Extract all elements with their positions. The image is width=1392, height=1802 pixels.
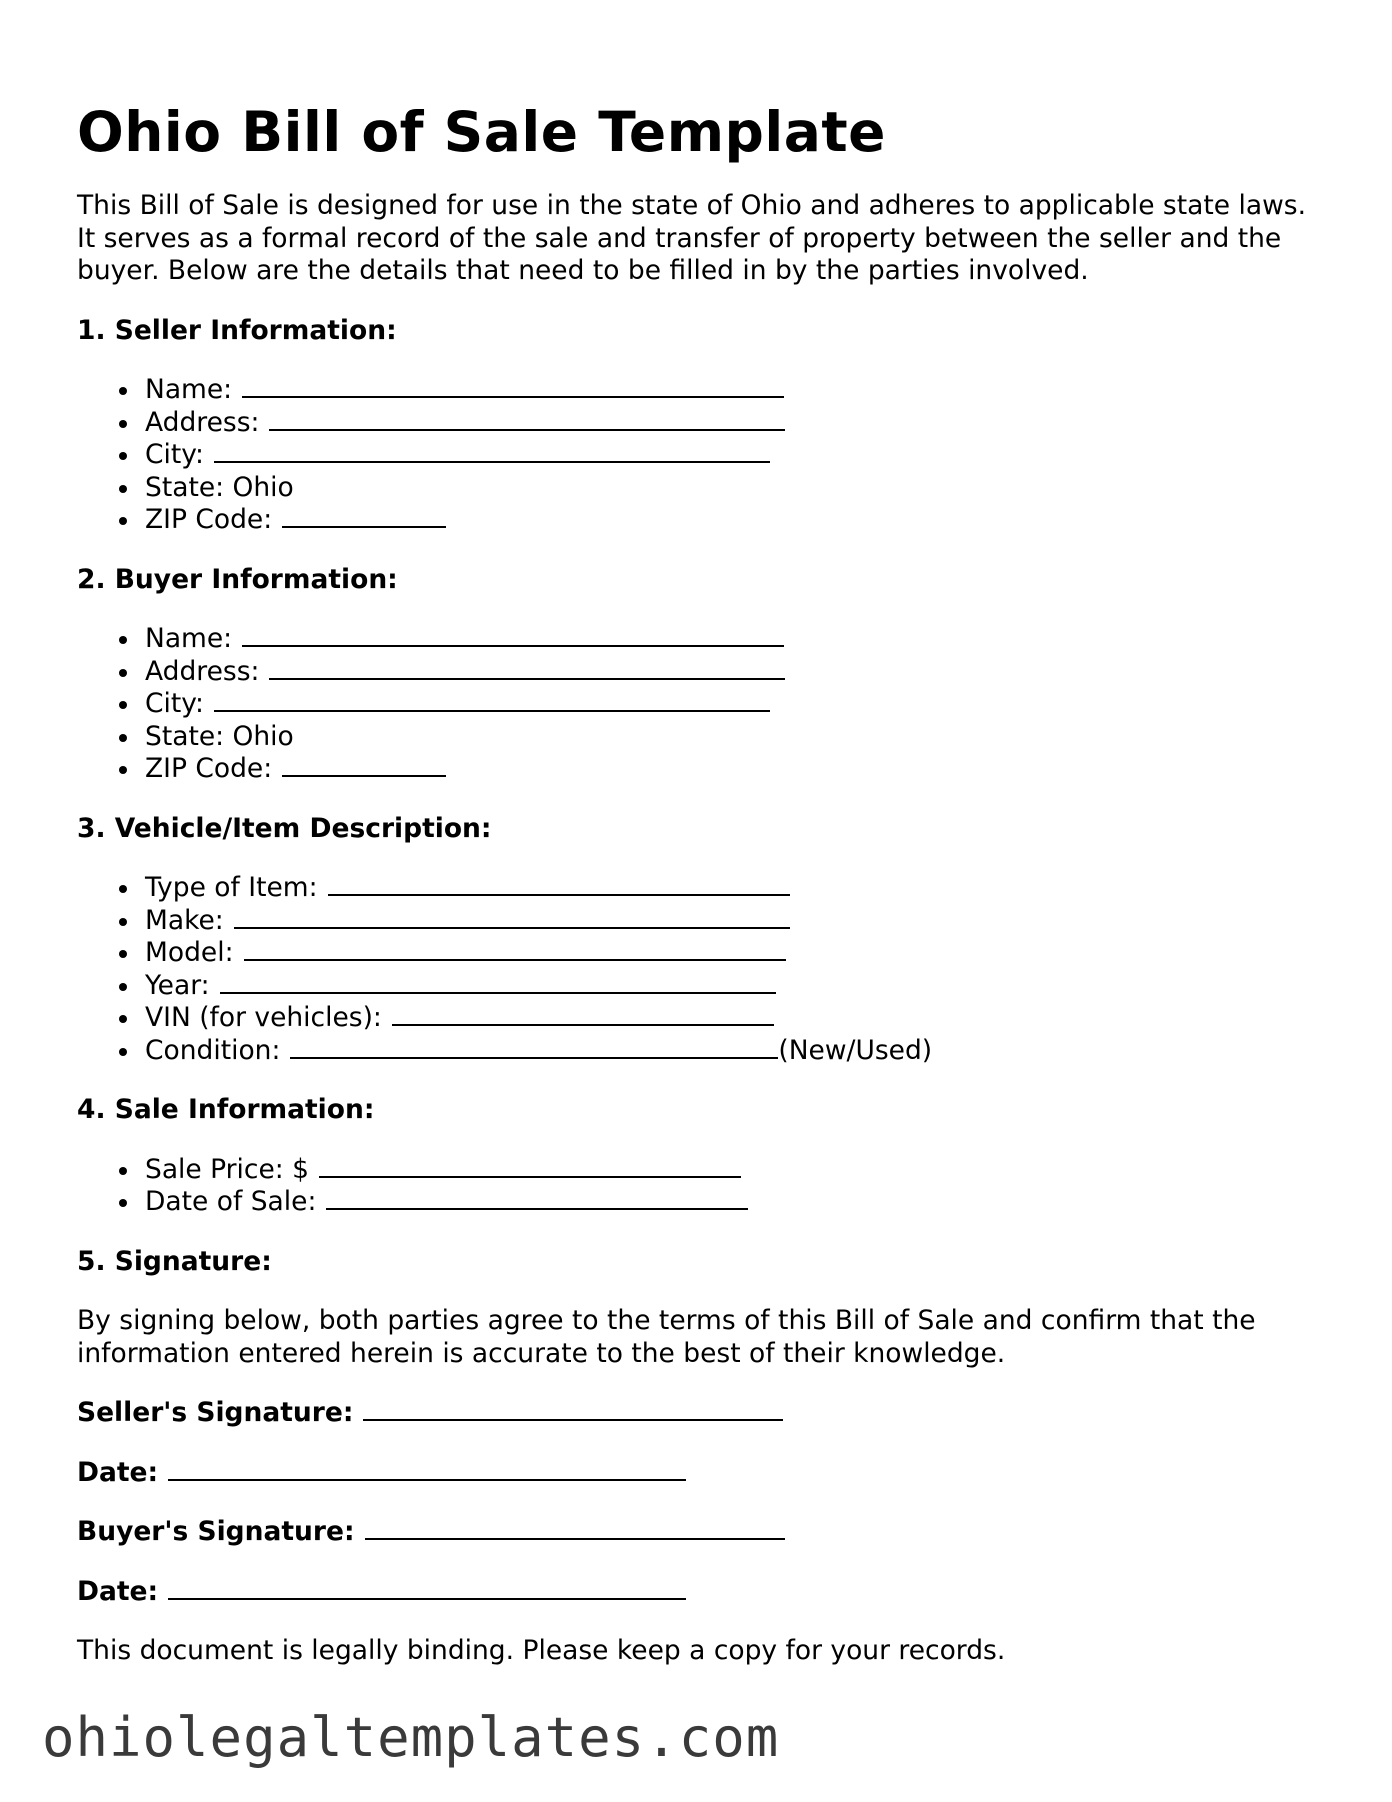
- seller-date-label: Date:: [77, 1456, 159, 1488]
- sale-price-field: [145, 1154, 1327, 1187]
- seller-signature-blank[interactable]: [363, 1397, 783, 1421]
- item-vin-field: [145, 1002, 1327, 1035]
- buyer-signature-line: [77, 1516, 1327, 1549]
- buyer-name-field: [145, 623, 1327, 656]
- sale-price-label: Sale Price: $: [145, 1153, 310, 1185]
- item-model-field: [145, 937, 1327, 970]
- seller-zip-blank[interactable]: [282, 504, 446, 528]
- sale-date-blank[interactable]: [326, 1186, 748, 1210]
- seller-address-blank[interactable]: [269, 407, 785, 431]
- seller-city-blank[interactable]: [214, 439, 770, 463]
- buyer-address-label: Address:: [145, 655, 260, 687]
- footer-note: This document is legally binding. Please keep a copy for your records.: [77, 1635, 1006, 1666]
- seller-state-field: State: Ohio: [145, 472, 1327, 505]
- seller-name-field: [145, 374, 1327, 407]
- page-title: Ohio Bill of Sale Template: [77, 100, 886, 164]
- seller-zip-label: ZIP Code:: [145, 504, 273, 535]
- item-make-label: Make:: [145, 904, 224, 936]
- buyer-section-heading: 2. Buyer Information:: [77, 563, 398, 595]
- seller-section-heading: 1. Seller Information:: [77, 314, 397, 346]
- item-type-field: [145, 872, 1327, 905]
- item-make-field: [145, 905, 1327, 938]
- seller-name-blank[interactable]: [242, 374, 784, 398]
- sale-price-blank[interactable]: [319, 1154, 741, 1178]
- buyer-fields-list: [77, 623, 1327, 786]
- site-watermark: ohiolegaltemplates.com: [42, 1706, 780, 1769]
- item-year-blank[interactable]: [220, 970, 776, 994]
- buyer-date-blank[interactable]: [168, 1576, 686, 1600]
- signature-paragraph: By signing below, both parties agree to the terms of this Bill of Sale and confirm that the information entered herein is accurate to the best of their knowledge.: [77, 1305, 1256, 1369]
- seller-address-field: [145, 407, 1327, 440]
- seller-date-blank[interactable]: [168, 1457, 686, 1481]
- buyer-zip-field: [145, 753, 1327, 786]
- item-condition-field: [145, 1035, 1327, 1068]
- sale-date-label: Date of Sale:: [145, 1186, 317, 1217]
- buyer-city-field: [145, 688, 1327, 721]
- item-condition-blank[interactable]: [290, 1035, 778, 1059]
- signature-section-heading: 5. Signature:: [77, 1245, 272, 1277]
- item-section-heading: 3. Vehicle/Item Description:: [77, 812, 492, 844]
- item-type-blank[interactable]: [328, 872, 790, 896]
- buyer-signature-label: Buyer's Signature:: [77, 1516, 355, 1547]
- item-fields-list: [77, 872, 1327, 1067]
- buyer-name-blank[interactable]: [242, 623, 784, 647]
- item-type-label: Type of Item:: [145, 872, 318, 903]
- item-model-label: Model:: [145, 937, 234, 968]
- sale-section-heading: 4. Sale Information:: [77, 1094, 375, 1125]
- document-page: [77, 92, 1327, 1668]
- buyer-date-line: [77, 1576, 1327, 1609]
- seller-zip-field: [145, 504, 1327, 537]
- item-condition-suffix: (New/Used): [778, 1034, 933, 1066]
- item-year-label: Year:: [145, 969, 210, 1001]
- buyer-signature-blank[interactable]: [365, 1516, 785, 1540]
- seller-date-line: [77, 1457, 1327, 1490]
- buyer-state-field: State: Ohio: [145, 721, 1327, 754]
- item-vin-label: VIN (for vehicles):: [145, 1002, 382, 1033]
- item-model-blank[interactable]: [244, 937, 786, 961]
- seller-address-label: Address:: [145, 406, 260, 438]
- buyer-zip-blank[interactable]: [282, 753, 446, 777]
- buyer-city-blank[interactable]: [214, 688, 770, 712]
- buyer-name-label: Name:: [145, 623, 233, 654]
- buyer-address-blank[interactable]: [269, 656, 785, 680]
- buyer-city-label: City:: [145, 688, 204, 719]
- buyer-address-field: [145, 656, 1327, 689]
- item-condition-label: Condition:: [145, 1034, 281, 1066]
- seller-fields-list: [77, 374, 1327, 537]
- item-year-field: [145, 970, 1327, 1003]
- item-vin-blank[interactable]: [392, 1002, 774, 1026]
- buyer-date-label: Date:: [77, 1575, 159, 1607]
- sale-date-field: [145, 1186, 1327, 1219]
- seller-signature-label: Seller's Signature:: [77, 1397, 354, 1428]
- item-make-blank[interactable]: [234, 905, 790, 929]
- seller-city-label: City:: [145, 439, 204, 470]
- buyer-zip-label: ZIP Code:: [145, 753, 273, 784]
- intro-paragraph: This Bill of Sale is designed for use in the state of Ohio and adheres to applicable state laws. It serves as a formal record of the sale and transfer of property between the seller and the buyer. Below are the details that need to be filled in by the parties involved.: [77, 190, 1306, 286]
- seller-city-field: [145, 439, 1327, 472]
- sale-fields-list: [77, 1154, 1327, 1219]
- seller-name-label: Name:: [145, 374, 233, 405]
- seller-signature-line: [77, 1397, 1327, 1430]
